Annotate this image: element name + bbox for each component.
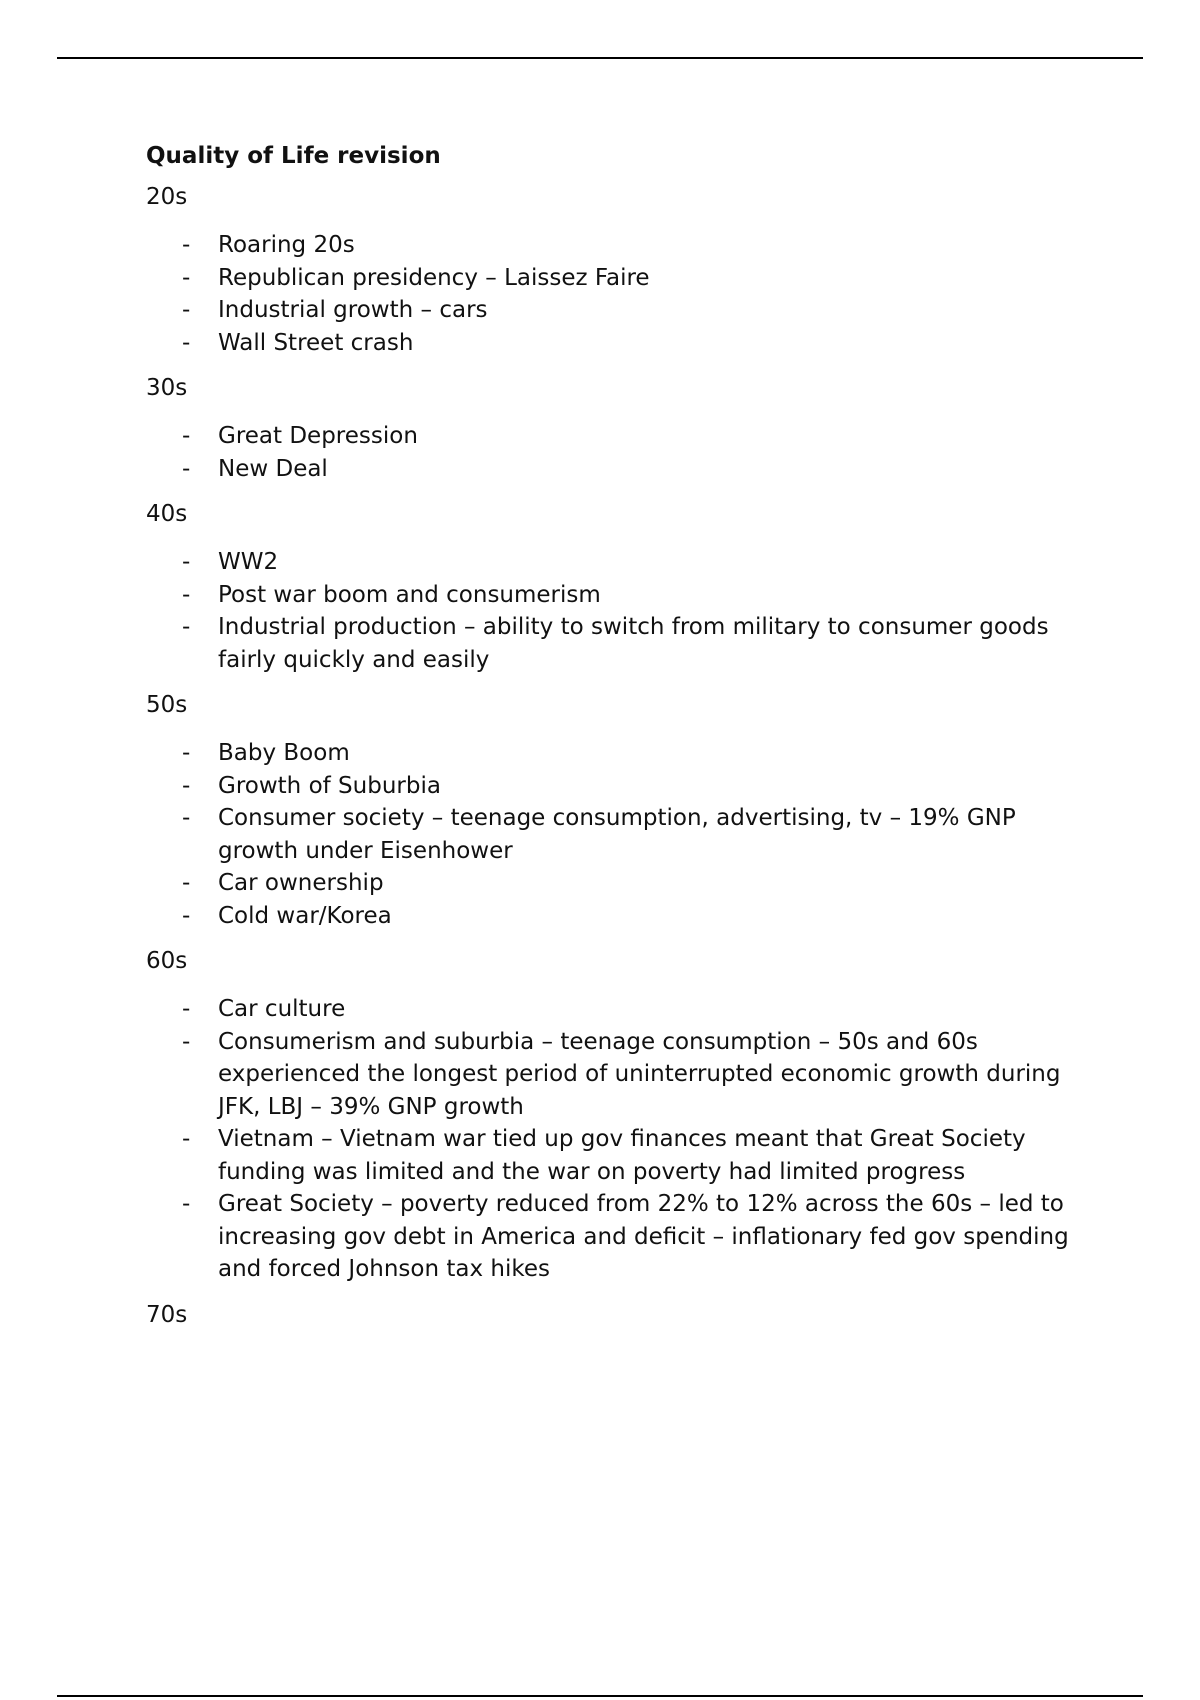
list-item-text: Industrial growth – cars [218,297,488,323]
section-heading: 20s [146,184,188,210]
list-item [146,262,1086,295]
list-item-text: New Deal [218,455,328,482]
bullet-dash: - [182,1028,191,1055]
bullet-dash: - [182,232,191,258]
list-item [146,546,1086,579]
header-rule [57,57,1143,59]
list-item [146,1123,1086,1188]
list-item-text: Growth of Suburbia [218,772,441,799]
bullet-dash: - [182,902,191,929]
bullet-dash: - [182,1191,191,1217]
bullet-list [146,229,1086,359]
bullet-list [146,420,1086,485]
list-item [146,611,1086,676]
list-item-text: Post war boom and consumerism [218,581,601,608]
list-item-text: WW2 [218,549,279,575]
list-item-text: Great Depression [218,423,418,449]
bullet-dash: - [182,614,191,640]
bullet-dash: - [182,740,191,766]
list-item [146,229,1086,262]
bullet-dash: - [182,264,191,291]
section-heading: 50s [146,692,188,718]
list-item [146,1188,1086,1286]
list-item [146,900,1086,933]
list-item-text: Industrial production – ability to switch from military to consumer goods fairly quickly and easily [218,614,1049,673]
bullet-list [146,737,1086,932]
list-item-text: Great Society – poverty reduced from 22% to 12% across the 60s – led to increasing gov debt in America and deficit – inflationary fed gov spending and forced Johnson tax hikes [218,1191,1069,1282]
bullet-dash: - [182,772,191,799]
bullet-dash: - [182,870,191,896]
list-item [146,579,1086,612]
bullet-dash: - [182,549,191,575]
list-item [146,453,1086,486]
list-item [146,737,1086,770]
section-heading: 30s [146,375,188,401]
list-item [146,294,1086,327]
list-item-text: Car ownership [218,870,384,896]
list-item-text: Consumer society – teenage consumption, advertising, tv – 19% GNP growth under Eisenhower [218,805,1016,864]
bullet-dash: - [182,423,191,449]
footer-rule [57,1695,1143,1697]
list-item [146,327,1086,360]
list-item-text: Roaring 20s [218,232,355,258]
list-item [146,770,1086,803]
bullet-dash: - [182,581,191,608]
list-item-text: Vietnam – Vietnam war tied up gov finances meant that Great Society funding was limited and the war on poverty had limited progress [218,1126,1026,1185]
bullet-dash: - [182,1126,191,1152]
section-heading: 40s [146,501,188,527]
bullet-dash: - [182,329,191,356]
bullet-dash: - [182,805,191,831]
list-item-text: Baby Boom [218,740,350,766]
document-title: Quality of Life revision [146,143,441,169]
bullet-list [146,993,1086,1286]
document-body [146,140,1086,1347]
list-item [146,802,1086,867]
section-heading: 60s [146,948,188,974]
list-item [146,1026,1086,1124]
list-item-text: Car culture [218,996,346,1022]
bullet-dash: - [182,996,191,1022]
list-item-text: Republican presidency – Laissez Faire [218,264,650,291]
list-item [146,993,1086,1026]
list-item [146,420,1086,453]
bullet-dash: - [182,455,191,482]
bullet-dash: - [182,297,191,323]
bullet-list [146,546,1086,676]
list-item-text: Consumerism and suburbia – teenage consumption – 50s and 60s experienced the longest period of uninterrupted economic growth during JFK, LBJ – 39% GNP growth [218,1028,1061,1120]
sections-container [146,181,1086,1331]
list-item [146,867,1086,900]
section-heading: 70s [146,1301,188,1328]
list-item-text: Wall Street crash [218,329,414,356]
list-item-text: Cold war/Korea [218,902,392,929]
